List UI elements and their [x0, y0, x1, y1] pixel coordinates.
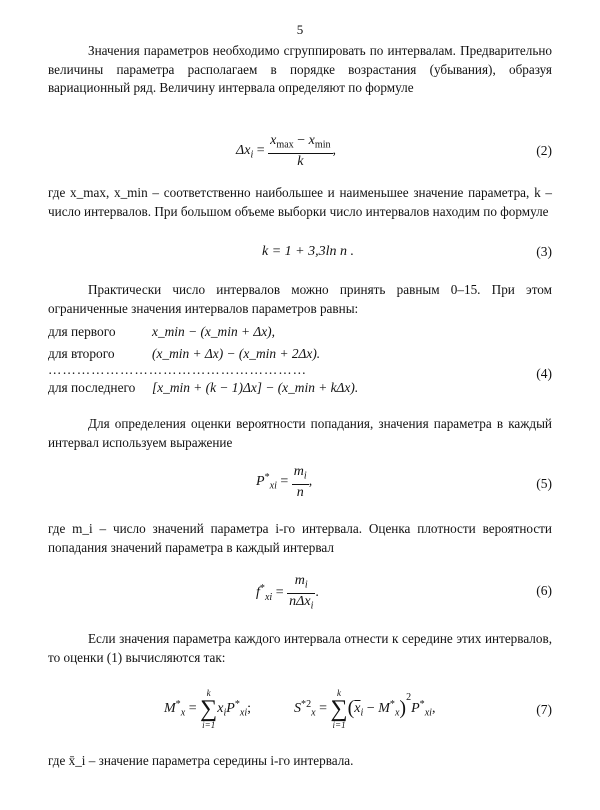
- eq7-xbar-sub: i: [360, 707, 364, 719]
- equation-3: [48, 244, 552, 284]
- eq2-denominator: [268, 154, 332, 169]
- eq6-numerator: [287, 573, 315, 594]
- eq7-sum-2: [331, 688, 348, 730]
- interval-first-label: для первого: [48, 324, 116, 339]
- eq2-minus: −: [293, 133, 309, 148]
- eq5-numerator: [292, 464, 309, 485]
- eq2-num-a: x: [270, 133, 277, 148]
- eq7-s-sub: x: [311, 707, 316, 719]
- eq6-fraction: [287, 573, 315, 613]
- equation-6-number: (6): [536, 583, 552, 598]
- eq6-equals: =: [272, 585, 288, 601]
- eq7-square: 2: [406, 692, 412, 704]
- eq7-sum-1-bottom: i=1: [202, 720, 216, 730]
- eq7-xbar: $\overline{x}$: [354, 701, 361, 717]
- equation-7-number: (7): [536, 702, 552, 717]
- eq7-x-sub: i: [223, 707, 227, 719]
- equation-6: [48, 573, 552, 613]
- eq2-lhs-sub: i: [250, 149, 254, 161]
- interval-dots: ………………………………………………: [48, 362, 308, 377]
- eq2-num-a-sub: max: [276, 139, 294, 151]
- eq2-numerator: [268, 133, 332, 154]
- eq7-p-sup: *: [234, 699, 240, 711]
- equation-5-number: (5): [536, 476, 552, 491]
- eq7-m-term-sub: x: [394, 707, 400, 719]
- interval-first-row: [48, 324, 275, 340]
- paragraph-3: Практически число интервалов можно принять равным 0–15. При этом ограниченные значения интервалов параметров равны:: [48, 282, 552, 316]
- equation-2-number: (2): [536, 143, 552, 158]
- interval-first-expr: x_min − (x_min + Δx),: [152, 324, 275, 339]
- eq7-m-sup: *: [175, 699, 181, 711]
- eq7-close-paren: ): [399, 697, 407, 720]
- eq5-tail: ,: [308, 473, 313, 489]
- eq7-sum-1-top: k: [206, 688, 211, 698]
- eq7-m-term-sup: *: [389, 699, 395, 711]
- eq2-lhs: Δx: [236, 142, 251, 158]
- interval-second-expr: (x_min + Δx) − (x_min + 2Δx).: [152, 346, 321, 361]
- equation-6-body: [256, 573, 319, 613]
- eq6-denominator: [287, 594, 315, 614]
- eq2-fraction: [268, 133, 332, 169]
- eq7-sum-2-sigma: ∑: [330, 696, 348, 722]
- eq5-equals: =: [276, 473, 292, 489]
- eq6-lhs-sub: xi: [264, 591, 273, 603]
- eq6-lhs: f: [256, 585, 260, 601]
- equation-7-body: [164, 688, 435, 730]
- equation-4-number: (4): [536, 366, 552, 381]
- eq7-sum-2-bottom: i=1: [332, 720, 346, 730]
- paragraph-5: где m_i – число значений параметра i-го интервала. Оценка плотности вероятности попадания значений параметра в каждый интервал: [48, 521, 552, 555]
- paragraph-6: Если значения параметра каждого интервала отнести к середине этих интервалов, то оценки (1) вычисляются так:: [48, 631, 552, 665]
- eq7-p2-sup: *: [419, 699, 425, 711]
- eq5-denominator: [292, 485, 309, 500]
- eq7-open-paren: (: [347, 697, 355, 720]
- eq7-m-term: M: [378, 701, 390, 717]
- eq7-sum-1-sigma: ∑: [200, 696, 218, 722]
- eq7-x: x: [217, 701, 224, 717]
- equation-5-body: [256, 464, 312, 500]
- eq7-p: P: [226, 701, 235, 717]
- paragraph-2: где x_max, x_min – соответственно наибольшее и наименьшее значение параметра, k – число интервалов. При большом объеме выборки число интервалов находим по формуле: [48, 185, 552, 219]
- eq2-equals: =: [253, 142, 269, 158]
- eq7-separator: ;: [247, 701, 252, 717]
- equation-2-body: [236, 133, 336, 169]
- eq2-num-b: x: [308, 133, 315, 148]
- eq6-den-sub: i: [310, 600, 314, 612]
- equation-7: [48, 684, 552, 740]
- eq7-p-sub: xi: [239, 707, 248, 719]
- eq6-den: nΔx: [289, 593, 311, 609]
- eq7-p2: P: [411, 701, 420, 717]
- eq7-equals-2: =: [315, 701, 331, 717]
- eq2-tail: ,: [332, 142, 337, 158]
- eq6-lhs-sup: *: [259, 583, 265, 595]
- eq6-num-sub: i: [304, 579, 308, 591]
- paragraph-4: Для определения оценки вероятности попадания, значения параметра в каждый интервал используем выражение: [48, 416, 552, 450]
- eq5-num-sub: i: [303, 470, 307, 482]
- eq5-lhs: P: [256, 473, 265, 489]
- eq2-num-b-sub: min: [314, 139, 331, 151]
- page-number: 5: [296, 22, 304, 37]
- eq7-s-sup: *2: [301, 699, 312, 711]
- equation-2: [48, 133, 552, 173]
- interval-last-label: для последнего: [48, 380, 136, 395]
- eq7-p2-sub: xi: [424, 707, 432, 719]
- interval-last-row: [48, 380, 358, 396]
- eq7-m-lhs: M: [164, 701, 176, 717]
- eq7-s-lhs: S: [294, 701, 302, 717]
- equation-5: [48, 464, 552, 504]
- equation-3-number: (3): [536, 244, 552, 259]
- eq7-minus: −: [363, 701, 379, 717]
- interval-last-expr: [x_min + (k − 1)Δx] − (x_min + kΔx).: [152, 380, 359, 395]
- paragraph-1: Значения параметров необходимо сгруппировать по интервалам. Предварительно величины параметра располагаем в порядке возрастания (убывания), образуя вариационный ряд. Величину интервала определяют по формуле: [48, 43, 552, 96]
- eq2-den: k: [297, 153, 304, 169]
- eq6-tail: .: [315, 585, 319, 601]
- equation-3-body: k = 1 + 3,3ln n .: [262, 244, 354, 259]
- eq5-lhs-sup: *: [264, 471, 270, 483]
- eq7-equals-1: =: [185, 701, 201, 717]
- eq7-sum-2-top: k: [337, 688, 342, 698]
- paragraph-7: где x̄_i – значение параметра середины i-го интервала.: [48, 753, 354, 768]
- eq7-sum-1: [200, 688, 217, 730]
- eq5-den: n: [296, 484, 304, 500]
- eq6-num: m: [294, 573, 305, 588]
- eq7-tail: ,: [431, 701, 436, 717]
- interval-second-row: [48, 346, 320, 362]
- eq5-num: m: [293, 464, 304, 479]
- eq5-fraction: [292, 464, 309, 500]
- eq5-lhs-sub: xi: [269, 480, 277, 492]
- interval-second-label: для второго: [48, 346, 115, 361]
- eq7-m-sub: x: [180, 707, 186, 719]
